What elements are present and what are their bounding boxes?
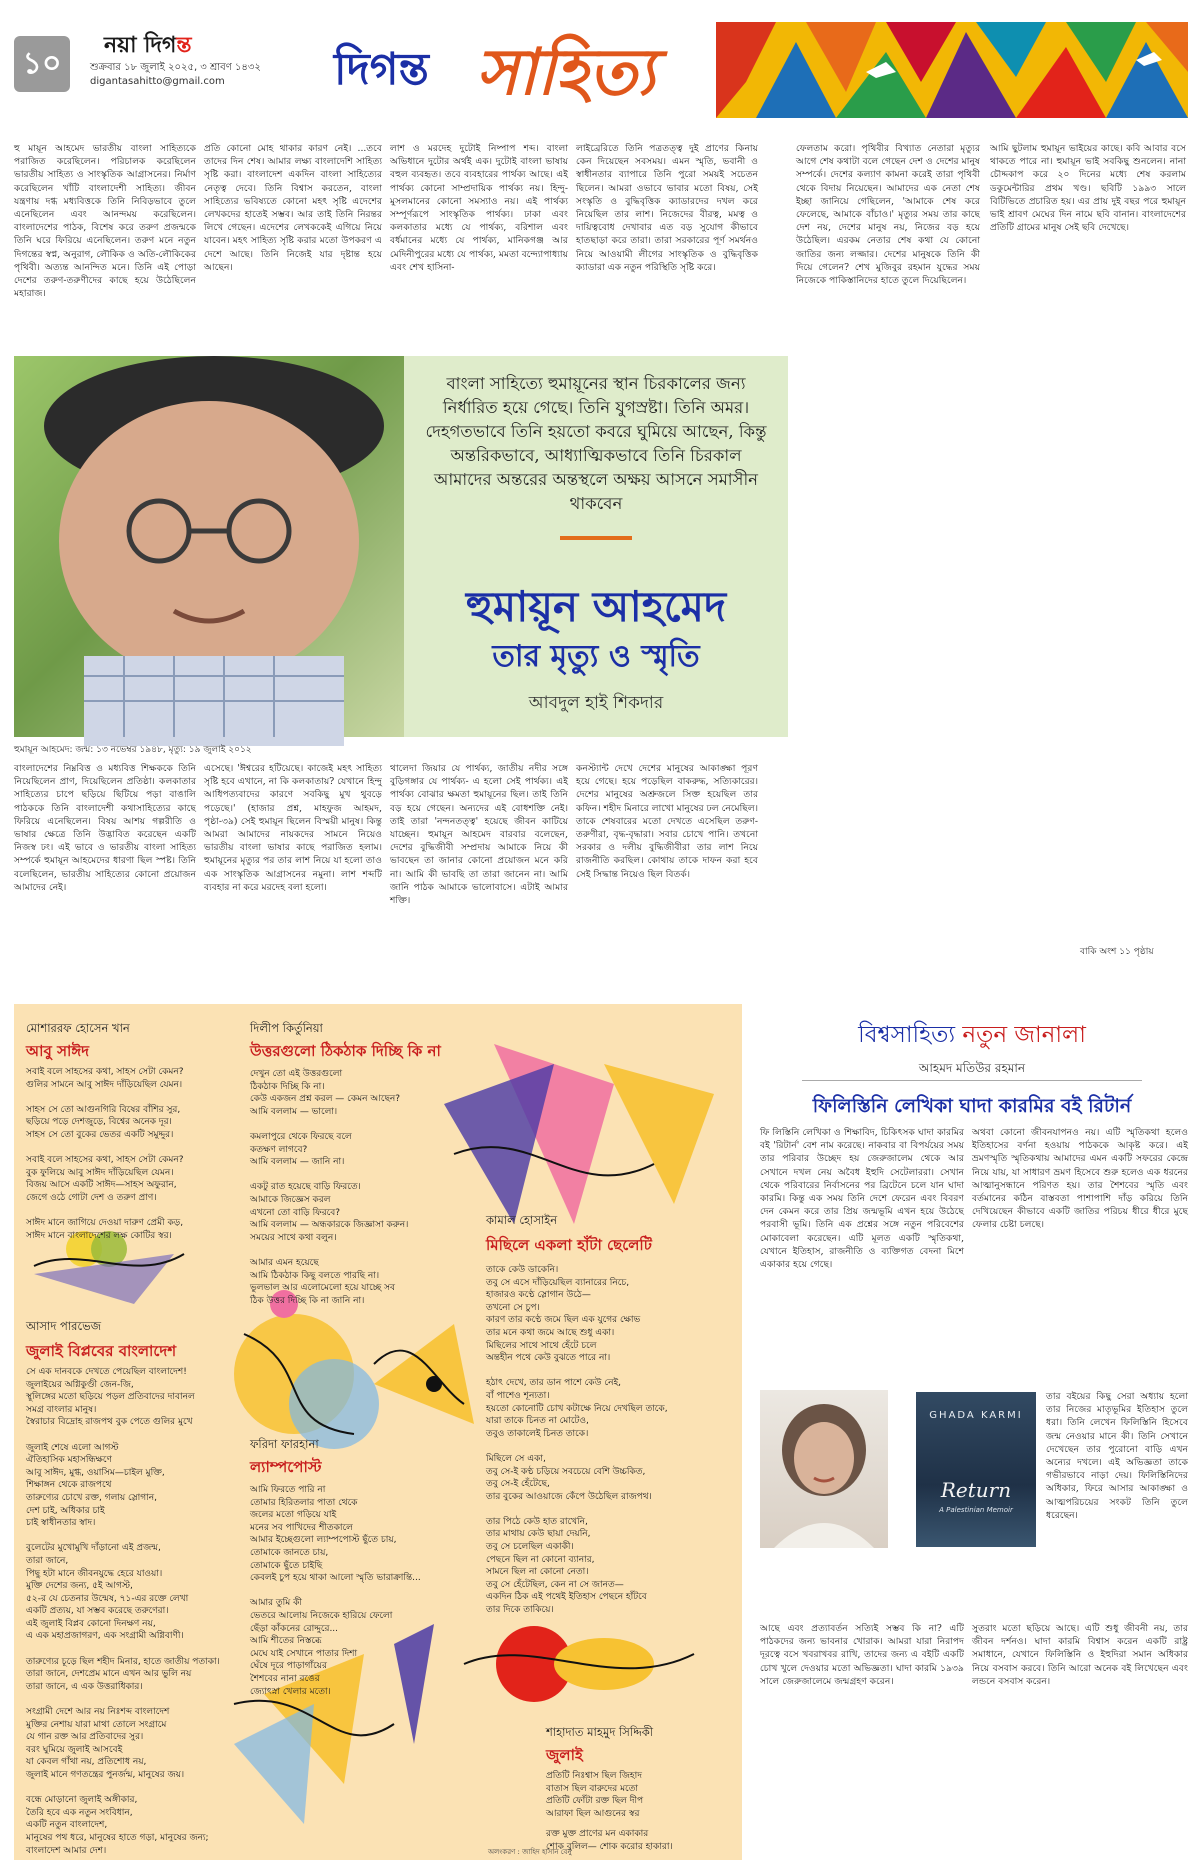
paper-name-part1: নয়া দিগ: [104, 33, 177, 58]
photo-caption: হুমায়ূন আহমেদ: জন্ম: ১৩ নভেম্বর ১৯৪৮, মৃত্যু: ১৯ জুলাই ২০১২: [14, 745, 252, 755]
feature-subtitle: তার মৃত্যু ও স্মৃতি: [492, 639, 700, 674]
section-title-part1: বিশ্বসাহিত্য: [858, 1022, 956, 1048]
poem-title: মিছিলে একলা হাঁটা ছেলেটি: [486, 1236, 652, 1254]
world-literature-author: আহমদ মতিউর রহমান: [918, 1061, 1026, 1075]
article-column-9: থালেদা জিয়ার যে পার্থক্য, জাতীয় নদীর সঙ্গে বুড়িগঙ্গার যে পার্থক্য- এ হলো সেই পার্থক্য। এই পার্থক্য বোঝার ক্ষমতা হুমায়ূনের ছিল। তাই তিনি বড় হয়ে গেছেন। অন্যদের এই বোধশক্তি নেই। তাই তারা 'নন্দনতত্ত্ব' হয়েছে জীবন কাটিয়ে যাচ্ছেন। হুমায়ূন আহমেদ বারবার বলেছেন, দেশের বুদ্ধিজীবী সম্প্রদায় আমাকে নিয়ে কী ভাবছেন তা জানার কোনো প্রয়োজন মনে করি না। আমি কী ভাবছি তা তারা জানেন না। আমি জানি পাঠক আমাকে ভালোবাসে। এটাই আমার শক্তি।: [390, 763, 568, 907]
world-literature-headline: ফিলিস্তিনি লেখিকা ঘাদা কারমির বই রিটার্ন: [812, 1095, 1132, 1117]
book-cover-author: GHADA KARMI: [929, 1410, 1023, 1421]
poem-title: জুলাই বিপ্লবের বাংলাদেশ: [26, 1342, 177, 1360]
section-title-part2: নতুন জানালা: [962, 1022, 1086, 1048]
feature-title: হুমায়ূন আহমেদ: [465, 582, 727, 631]
ghada-karmi-portrait: [760, 1390, 888, 1548]
poem-extra-lines: রক্ত মুক্ত প্রাণের মন একাকার শোক বুলিল— শোক করোর হাকারা।: [546, 1829, 673, 1852]
poem-body: প্রতিটি নিঃশ্বাস ছিল জিহাদ বাতাস ছিল বারুদের মতো প্রতিটি ফোঁটা রক্ত ছিল দীপ আরাফা ছিল আগুনের স্বর: [546, 1771, 644, 1819]
poem-title: ল্যাম্পপোস্ট: [250, 1458, 322, 1476]
poet-name: আসাদ পারভেজ: [26, 1319, 101, 1333]
section-title-sahitya: সাহিত্য: [476, 35, 656, 110]
article-column-5: ফেলতাম করো। পৃথিবীর বিখ্যাত নেতারা মৃত্যুর আগে শেষ কথাটা বলে গেছেন দেশ ও দেশের মানুষ সম্পর্কে। দেশের কল্যাণ কামনা করেই তারা পৃথিবী থেকে বিদায় নিয়েছেন। আমাদের এক নেতা শেষ ইচ্ছা জানিয়ে গেছিলেন, 'আমাকে শেষ করে ফেলেছে, আমাকে বাঁচাও।' মৃত্যুর সময় তার কাছে দেশ নয়, দেশের মানুষ নয়, নিজের বড় হয়ে উঠেছিল। এরকম নেতার শেষ কথা যে কোনো জাতির জন্য লজ্জার। দেশের মানুষকে তিনি কী দিয়ে গেলেন? শেখ মুজিবুর রহমান যুদ্ধের সময় নিজেকে পাকিস্তানিদের হাতে তুলে দিয়েছিলেন।: [796, 143, 980, 287]
wl-column-3: তার বইয়ের কিছু সেরা অধ্যায় হলো তার নিজের মাতৃভূমির ইতিহাস তুলে ধরা। তিনি লেখেন ফিলিস্তিনি হিসেবে জন্ম নেওয়ার মানে কী। তিনি সেখানে দেখেছেন তার পুরোনো বাড়ি এখন অন্যের দখলে। এই অভিজ্ঞতা তাকে গভীরভাবে নাড়া দেয়। ফিলিস্তিনিদের অধিকার, ফিরে আসার আকাঙ্ক্ষা ও আত্মপরিচয়ের সংকট তিনি তুলে ধরেছেন।: [1046, 1391, 1188, 1521]
divider: [802, 1080, 1142, 1081]
feature-pull-quote: বাংলা সাহিত্যে হুমায়ূনের স্থান চিরকালের জন্য নির্ধারিত হয়ে গেছে। তিনি যুগস্রষ্টা। তিনি অমর। দেহগতভাবে তিনি হয়তো কবরে ঘুমিয়ে আছেন, কিন্তু অন্তরিকভাবে, আধ্যাত্মিকভাবে তিনি চিরকাল আমাদের অন্তরের অন্তস্থলে অক্ষয় আসনে সমাসীন থাকবেন: [425, 374, 767, 513]
poem-title: জুলাই: [546, 1746, 583, 1764]
poem-body: সে এক দানবকে দেখতে পেয়েছিল বাংলাদেশ! জুলাইয়ের অগ্নিকুণ্ডী জেন-জি, স্থূলিঙ্গের মতো ছড়িয়ে পড়ল প্রতিবাদের দাবানল সমগ্র বাংলার মানুষ। স্বৈরাচার বিদ্রোহ রাজপথ বুক পেতে গুলির মুখে জুলাই শেষে এলো আগস্ট ঐতিহাসিক মহাসন্ধিক্ষণে আবু সাঈদ, মুগ্ধ, ওয়াসিম—চাইল মুক্তি, শিক্ষাঙ্গন থেকে রাজপথে তারুণ্যের চোখে রক্ত, গলায় স্লোগান, দেশ চাই, অধিকার চাই চাই স্বাধীনতার স্বাদ। বুলেটের মুখোমুখি দাঁড়ানো এই প্রজন্ম, তারা জানে, পিছু হটা মানে জীবনযুদ্ধে হেরে যাওয়া। মুক্তি দেশের জন্য, ৫ই আগস্ট, ৫২-র যে চেতনার উন্মেষ, ৭১-এর রক্তে লেখা একটি প্রত্যয়, যা সম্ভব করেছে তরুণেরা। এই জুলাই বিপ্লব কোনো দিনক্ষণ নয়, এ এক মহাপ্রজাগরণ, এক সংগ্রামী অগ্নিবাণী। তারুণ্যের চূড়ে ছিল শহীদ মিনার, হাতে জাতীয় পতাকা। তারা জানে, দেশপ্রেম মানে এখন আর ভুলি নয় তারা জানে, এ এক উত্তরাধিকার। সংগ্রামী দেশে আর নয় নিঃশব্দ বাংলাদেশ মুক্তির নেশায় যারা মাথা তোলে সংগ্রামে যে গান রক্ত আর প্রতিবাদের সুর। বরং ঘুমিয়ে জুলাই আসবেই যা কেবল গাঁথা নয়, প্রতিশোধ নয়, জুলাই মানে গণতন্ত্রের পুনর্জন্ম, মানুষের জয়। বন্ধে মোড়ানো জুলাই অঙ্গীকার, তৈরি হবে এক নতুন সংবিধান, একটি নতুন বাংলাদেশ, মানুষের পথ ধরে, মানুষের হাতে গড়া, মানুষের জন্য; বাংলাদেশ আমার দেশ।: [26, 1367, 220, 1856]
book-cover-return: [916, 1392, 1036, 1547]
dateline: শুক্রবার ১৮ জুলাই ২০২৫, ৩ শ্রাবণ ১৪৩২: [90, 62, 261, 73]
article-column-2: প্রতি কোনো মোহ থাকার কারণ নেই। ...তবে তাদের দিন শেষ। আমার লক্ষ্য বাংলাদেশি সাহিত্য সৃষ্টি করা। বাংলাদেশ একদিন বাংলা সাহিত্যের নেতৃত্ব দেবে। তিনি বিশ্বাস করতেন, বাংলা সাহিত্যের ভবিষ্যতে কোনো মহৎ সৃষ্টি এদেশের লেখকদের হাতেই সম্ভব। আর তাই তিনি নিরন্তর লিখে গেছেন। এদেশের লেখককেই এগিয়ে নিয়ে যাবেন। মহৎ সাহিত্য সৃষ্টি করার মতো উপকরণ এ দেশে আছে। তিনি নিজেই যার দৃষ্টান্ত হয়ে আছেন।: [204, 143, 382, 273]
section-email: digantasahitto@gmail.com: [90, 76, 225, 87]
page-number: ১০: [22, 45, 62, 81]
decorative-divider: [560, 536, 632, 540]
page-number-badge: [14, 36, 70, 92]
feature-author: আবদুল হাই শিকদার: [528, 693, 664, 713]
wl-column-4: আছে এবং প্রত্যাবর্তন সত্যিই সম্ভব কি না? এটি পাঠকদের জন্য ভাবনার খোরাক। আমরা যারা নিরাপদ দূরত্বে বসে খবরাখবর রাখি, তাদের জন্য এ বইটি একটি চোখ খুলে দেওয়ার মতো অভিজ্ঞতা। ঘাদা কারমি ১৯৩৯ সালে জেরুজালেমে জন্মগ্রহণ করেন।: [760, 1623, 964, 1687]
wl-column-1: ফি লিস্তিনি লেখিকা ও শিক্ষাবিদ, চিকিৎসক ঘাদা কারমির বই 'রিটার্ন' বেশ নাম করেছে। নাকবার বা বিপর্যয়ের সময় তার পরিবার উচ্ছেদ হয় জেরুজালেম থেকে আর সেখানে দখল নেয় অবৈধ ইহুদি সেটেলাররা। সেখান থেকে পরিবারের নির্বাসনের পর ব্রিটেনে চলে যান ঘাদা কারমি। কিন্তু এক সময় তিনি দেশে ফেরেন এবং বিবরণ দেন কেমন করে তার প্রিয় জন্মভূমি এখন হয়ে উঠেছে পরবাসী ভূমি। তিনি এক প্রশ্নের সঙ্গে নতুন পরিবেশের মোকাবেলা করেছেন। এটি মূলত একটি স্মৃতিকথা, যেখানে ইতিহাস, রাজনীতি ও ব্যক্তিগত বেদনা মিশে একাকার হয়ে গেছে।: [760, 1127, 964, 1271]
poet-name: দিলীপ কির্তুনিয়া: [250, 1021, 323, 1035]
world-literature-section-title: [754, 1016, 1190, 1055]
poem-body: দেখুন তো এই উত্তরগুলো ঠিকঠাক দিচ্ছি কি না। কেউ একজন প্রশ্ন করল — কেমন আছেন? আমি বললাম — ভালো। কমলাপুরে থেকে ফিরছে বলে কতক্ষণ লাগবে? আমি বললাম — জানি না। একটু রাত হয়েছে বাড়ি ফিরতে। আমাকে জিজ্ঞেস করল এখনো তো বাড়ি ফিরবে? আমি বললাম — অন্ধকারকে জিজ্ঞাসা করুন। সময়ের সাথে কথা বলুন। আমার এমন হয়েছে আমি ঠিকঠাক কিছু বলতে পারছি না। ভুলভাল আর এলোমেলো হয়ে যাচ্ছে সব ঠিক উত্তর দিচ্ছি কি না জানি না।: [250, 1069, 409, 1306]
book-cover-title: Return: [940, 1478, 1012, 1502]
humayun-ahmed-portrait: [14, 356, 404, 737]
article-column-8: এসেছে। 'ঈশ্বরের হটিয়েছে। কাজেই মহৎ সাহিত্য সৃষ্টি হবে এখানে, না কি কলকাতায়? যেখানে হিন্দু আধিপত্যবাদের কারণে সবকিছু মুখ থুবড়ে পড়েছে।' (হাজার প্রশ্ন, মাহফুজ আহমদ, পৃষ্ঠা-৩৯) সেই হুমায়ূন ছিলেন বিস্ময়ী মানুষ। কিন্তু আমরা আমাদের নায়কদের সামনে নিয়েও ভারতীয় বাংলা ভাষার কাছে পরাজিত হলাম। হুমায়ূনের মৃত্যুর পর তার লাশ নিয়ে যা হলো তাও এক সাংস্কৃতিক আগ্রাসনের নমুনা। লাশ শব্দটি ব্যবহার না করে মরদেহ বলা হলো।: [204, 763, 382, 893]
article-column-1: হু মায়ূন আহমেদ ভারতীয় বাংলা সাহিত্যকে পরাজিত করেছিলেন। পরিচালক করেছিলেন ভারতীয় সাহিত্য ও সাংস্কৃতিক আগ্রাসনের। নির্মাণ করেছিলেন খাঁটি বাংলাদেশী সাহিত্য। জীবন যন্ত্রণায় দগ্ধ মধ্যবিত্তকে তিনি নিবিড়ভাবে তুলে এনেছিলেন এবং আনন্দময় করেছিলেন। বাংলাদেশের পাঠক, বিশেষ করে তরুণ প্রজন্মকে তিনি ঘরে ফিরিয়ে এনেছিলেন। তরুণ মনে নতুন দিগন্তের স্বপ্ন, অনুরাগ, লৌকিক ও অতি-লৌকিকের পৃথিবী। অত্যন্ত আনন্দিত মনে। তিনি এই পোড়া দেশের তরুণ-তরুণীদের কাছে হয়ে উঠেছিলেন মহারাজ।: [14, 143, 196, 300]
wl-column-5: সুতরাং মতো ছড়িয়ে আছে। এটি শুধু জীবনী নয়, তার জীবন দর্শনও। ঘাদা কারমি বিশ্বাস করেন একটি রাষ্ট্র সমাধানে, যেখানে ফিলিস্তিনি ও ইহুদিরা সমান অধিকার নিয়ে বসবাস করবে। তিনি আরো অনেক বই লিখেছেন এবং লন্ডনে বসবাস করেন।: [972, 1623, 1188, 1687]
poet-name: কামাল হোসাইন: [486, 1213, 558, 1227]
poet-name: মোশাররফ হোসেন খান: [26, 1021, 130, 1035]
article-column-6: আমি ছুটলাম হুমায়ূন ভাইয়ের কাছে। কবি আবার বসে থাকতে পারে না। হুমায়ূন ভাই সবকিছু শুনলেন। নানা চৌদ্দকাপ করে ২০ দিনের মধ্যে শেষ করলাম ডকুমেন্টারির প্রথম খণ্ড। ছবিটি ১৯৯৩ সালে বিটিভিতে প্রচারিত হয়। এর প্রায় দুই বছর পরে হুমায়ূন ভাই শ্রাবণ মেঘের দিন নামে ছবি বানান। বাংলাদেশের প্রতিটি গ্রামের মানুষ সেই ছবি দেখেছে।: [990, 143, 1186, 234]
article-column-3: লাশ ও মরদেহ দুটোই নিষ্পাপ শব্দ। বাংলা অভিধানে দুটোর অর্থই এক। দুটোই বাংলা ভাষায় বহুল ব্যবহৃত। তবে ব্যবহারের পার্থক্য আছে। এই পার্থক্য কোনো সাম্প্রদায়িক পার্থক্য নয়। হিন্দু-মুসলমানের কোনো সমস্যাও নয়। এই পার্থক্য সম্পূর্ণরূপে সাংস্কৃতিক পার্থক্য। ঢাকা এবং কলকাতার মধ্যে যে পার্থক্য, বরিশাল এবং বর্ধমানের মধ্যে যে পার্থক্য, মানিকগঞ্জ আর মেদিনীপুরের মধ্যে যে পার্থক্য, মমতা বন্দ্যোপাধ্যায় এবং শেখ হাসিনা-: [390, 143, 568, 273]
poem-body: আমি ফিরতে পারি না তোমার হিরিতলার পাতা থেকে জলের মতো গড়িয়ে যাই মনের সব পাখিদের শীতকালে আমার ইচ্ছেগুলো ল্যাম্পপোস্ট ছুঁতে চায়, তোমাকে জানতে চায়, তোমাকে ছুঁতে চাইছি কেবলই চুপ হয়ে থাকা আলো স্মৃতি ভারাক্রান্তি... আমার তুমি কী ভেতরে আলোয় নিজেকে হারিয়ে ফেলো ছেঁড়া কাঁকনের রোদ্দুরে... আমি শীতের নিস্তব্ধে মেঘে যাই সেখানে পাতার দিশা ঘেঁষে দূরে পাড়াগাঁয়ের শৈশবের নানা রঙের জ্যোৎস্না খেলার মতো।: [250, 1485, 421, 1697]
illustration-credit: অলংকরণ : জাহিদ হাসান বেনু: [488, 1848, 572, 1856]
article-column-7: বাংলাদেশের নিম্নবিত্ত ও মধ্যবিত্ত শিক্ষককে তিনি নিয়েছিলেন প্রাণ, দিয়েছিলেন প্রতিষ্ঠা। কলকাতার সাহিত্যের চাপে ছড়িয়ে ছিটিয়ে পড়া বাঙালি পাঠককে তিনি বাংলাদেশী কথাসাহিত্যের কাছে ফিরিয়ে এনেছিলেন। বিষয় আশয় গল্পরীতি ও ভাষার ক্ষেত্রে তিনি উদ্ভাবিত করেছেন একটি নিজস্ব ঢং। এই ভাবে ও ভারতীয় বাংলা সাহিত্য সম্পর্কে হুমায়ূন আহমেদের ধারণা ছিল স্পষ্ট। তিনি বলেছিলেন, ভারতীয় সাহিত্যের কোনো প্রয়োজন আমাদের নেই।: [14, 763, 196, 893]
section-title-diganta: দিগন্ত: [334, 44, 429, 95]
poet-name: শাহাদাত মাহমুদ সিদ্দিকী: [546, 1725, 654, 1739]
wl-column-2: অথবা কোনো জীবনযাপনও নয়। এটি স্মৃতিকথা হলেও ইতিহাসের বর্ণনা হওয়ায় পাঠককে আকৃষ্ট করে। এই ভ্রমণস্মৃতি স্মৃতিকথায় আমাদের এমন একটি সফরের কেন্দ্রে নিয়ে যায়, যা সাধারণ ভ্রমণ হিসেবে শুরু হলেও এক ধরনের আত্মানুসন্ধানে পরিণত হয়। তার শৈশবের স্মৃতি এবং বর্তমানের কঠিন বাস্তবতা পাশাপাশি দাঁড় করিয়ে তিনি দেখিয়েছেন কীভাবে একটি জাতির পরিচয় ধীরে ধীরে মুছে ফেলার চেষ্টা চলছে।: [972, 1127, 1188, 1231]
poet-name: ফরিদা ফারহানা: [250, 1437, 319, 1451]
poem-title: উত্তরগুলো ঠিকঠাক দিচ্ছি কি না: [250, 1042, 441, 1060]
banner-art-illustration: [716, 22, 1188, 118]
poem-body: সবাই বলে সাহসের কথা, সাহস সেটা কেমন? গুলির সামনে আবু সাঈদ দাঁড়িয়েছিল যেমন। সাহস সে তো আগুনগিরি বিষের বাঁশির সুর, ছড়িয়ে পড়ে দেশজুড়ে, বিশ্বের অনেক দূর। সাহস সে তো বুকের ভেতর একটি সমুদ্দুর। সবাই বলে সাহসের কথা, সাহস সেটা কেমন? বুক ফুলিয়ে আবু সাঈদ দাঁড়িয়েছিল যেমন। বিজয় আসে একটি সাঈদ—সাহস অফুরান, জেগে ওঠে গোটা দেশ ও তরুণ প্রাণ। সাঈদ মানে জাগিয়ে দেওয়া দারুণ প্রেমী কড়, সাঈদ মানে বাংলাদেশের লক্ষ কোটির স্বর।: [26, 1067, 184, 1241]
article-column-4: লাইব্রেরিতে তিনি পত্রতত্ত্ব দুই প্রাণের কিনায় কেন দিয়েছেন সবসময়। এমন স্মৃতি, ভবানী ও স্বাধীনতার ব্যাপারে তিনি পুরো সময়ই সচেতন ছিলেন। আমরা ওভাবে ভাবার মতো বিষয়, সেই সংস্কৃতি ও বুদ্ধিবৃত্তিক ক্যাডারদের দখল করে নিয়েছিল তার লাশ। নিজেদের বীরত্ব, মমত্ব ও দায়িত্ববোধ দেখাবার এত বড় সুযোগ কীভাবে হাতছাড়া করে তারা। তারা সরকারের পূর্ণ সমর্থনও নিয়ে আওয়ামী লীগের সাংস্কৃতিক ও বুদ্ধিবৃত্তিক ক্যাডারা এক নতুন পরিস্থিতি সৃষ্টি করে।: [576, 143, 758, 273]
continued-note: বাকি অংশ ১১ পৃষ্ঠায়: [1080, 947, 1154, 957]
book-cover-subtitle: A Palestinian Memoir: [939, 1506, 1013, 1514]
poem-title: আবু সাঈদ: [26, 1042, 89, 1060]
poem-body: তাকে কেউ ডাকেনি। তবু সে এসে দাঁড়িয়েছিল ব্যানারের নিচে, হাজারও কণ্ঠে স্লোগান উঠে— তখনো সে চুপ। কারণ তার কণ্ঠে জমে ছিল এক যুগের ক্ষোভ তার মনে কথা জমে আছে শুধু একা। মিছিলের সাথে সাথে হেঁটে চলে অন্তহীন পথে কেউ বুঝতে পারে না। হঠাৎ দেখে, তার ডান পাশে কেউ নেই, বাঁ পাশেও শূন্যতা। হয়তো কোনোটি চোখ কটাক্ষে নিয়ে দেখছিল তাকে, যারা তাকে চিনত না মোটেও, তবুও তাকালেই চিনত তাকে। মিছিলে সে একা, তবু সে-ই কণ্ঠ চড়িয়ে সবচেয়ে বেশি উচ্চকিত, তবু সে-ই হেঁটেছে, তার বুকের আওয়াজে কেঁপে উঠেছিল রাজপথ। তার পিঠে কেউ হাত রাখেনি, তার মাথায় কেউ ছায়া দেয়নি, তবু সে চলেছিল একাকী। পেছনে ছিল না কোনো ব্যানার, সামনে ছিল না কোনো নেতা। তবু সে হেঁটেছিল, কেন না সে জানত— একদিন ঠিক এই পথেই ইতিহাস পেছনে হাঁটবে তার দিকে তাকিয়ে।: [486, 1265, 668, 1616]
article-column-10: কনস্ট্যান্ট দেখে দেশের মানুষের আকাঙ্ক্ষা পূরণ হয়ে গেছে। হয়ে পড়েছিল বাকরুদ্ধ, সত্যিকারের। দেশের মানুষের অশ্রুজলে সিক্ত হয়েছিল তার কফিন। শহীদ মিনারে লাখো মানুষের ঢল নেমেছিল। তাকে শেষবারের মতো দেখতে এসেছিল তরুণ-তরুণীরা, বৃদ্ধ-বৃদ্ধারা। সবার চোখে পানি। তখনো সরকার ও দলীয় বুদ্ধিজীবীরা তার লাশ নিয়ে রাজনীতি করছিল। কোথায় তাকে দাফন করা হবে সেই সিদ্ধান্ত নিয়েও ছিল বিতর্ক।: [576, 763, 758, 880]
paper-name-part2: ন্ত: [176, 33, 192, 58]
